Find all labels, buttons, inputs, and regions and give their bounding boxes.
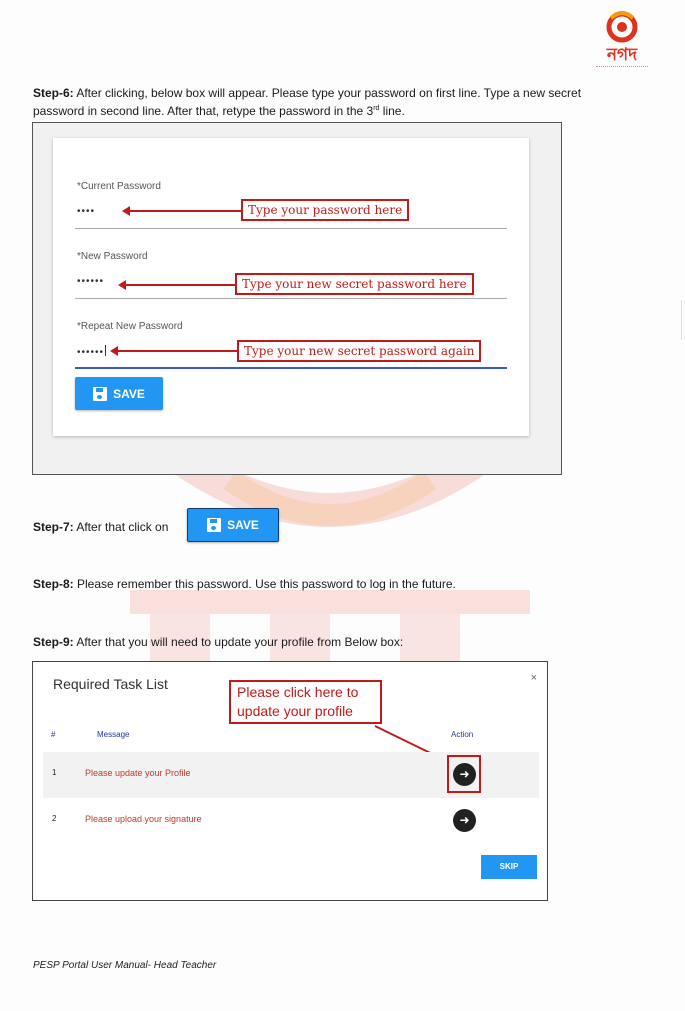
save-disk-icon xyxy=(207,518,221,532)
repeat-password-underline xyxy=(75,367,507,369)
action-highlight-box xyxy=(447,755,481,793)
arrow-left-icon xyxy=(117,350,237,352)
save-button[interactable] xyxy=(75,377,163,410)
arrow-right-icon[interactable]: ➜ xyxy=(453,809,476,832)
step-8-text: Step-8: Please remember this password. Use this password to log in the future. xyxy=(33,577,456,591)
current-password-input[interactable]: •••• xyxy=(77,206,96,217)
save-disk-icon xyxy=(93,387,107,401)
current-password-underline xyxy=(75,228,507,229)
nagad-emblem-icon xyxy=(596,10,648,46)
text-cursor xyxy=(105,345,106,356)
step-7-text: Step-7: After that click on xyxy=(33,520,169,534)
new-password-callout: Type your new secret password here xyxy=(235,273,474,295)
scroll-edge xyxy=(681,300,685,340)
inline-save-button[interactable] xyxy=(187,508,279,542)
password-form-screenshot xyxy=(32,122,562,475)
close-icon[interactable]: × xyxy=(530,672,537,684)
column-action: Action xyxy=(451,730,474,739)
arrow-right-icon[interactable]: ➜ xyxy=(453,763,476,786)
step-9-text: Step-9: After that you will need to update your profile from Below box: xyxy=(33,635,404,649)
arrow-left-icon xyxy=(129,210,241,212)
repeat-password-callout: Type your new secret password again xyxy=(237,340,481,362)
row-message: Please upload your signature xyxy=(85,814,202,824)
new-password-input[interactable]: •••••• xyxy=(77,276,105,287)
repeat-password-label: *Repeat New Password xyxy=(77,321,183,332)
update-profile-callout: Please click here to update your profile xyxy=(229,680,382,724)
inline-save-label: SAVE xyxy=(227,518,259,532)
row-message: Please update your Profile xyxy=(85,768,191,778)
task-list-title: Required Task List xyxy=(53,676,168,692)
row-number: 1 xyxy=(52,768,57,777)
repeat-password-input[interactable]: •••••• xyxy=(77,347,105,358)
step-6-text: Step-6: After clicking, below box will appear. Please type your password on first line. Type a new secret password in second line. After that, retype the password in the 3rd line. xyxy=(33,86,582,118)
table-row xyxy=(43,798,539,844)
password-form-card xyxy=(53,138,529,436)
nagad-logo xyxy=(596,10,648,72)
required-task-list-screenshot xyxy=(32,661,548,901)
skip-button[interactable]: SKIP xyxy=(481,855,537,879)
page-footer: PESP Portal User Manual- Head Teacher xyxy=(33,960,217,971)
row-number: 2 xyxy=(52,814,57,823)
new-password-label: *New Password xyxy=(77,251,148,262)
new-password-underline xyxy=(75,298,507,299)
save-button-label: SAVE xyxy=(113,386,145,401)
column-message: Message xyxy=(97,730,130,739)
current-password-label: *Current Password xyxy=(77,181,161,192)
logo-tagline xyxy=(596,66,648,69)
column-num: # xyxy=(51,730,56,739)
logo-wordmark: নগদ xyxy=(606,45,638,65)
arrow-left-icon xyxy=(125,284,235,286)
current-password-callout: Type your password here xyxy=(241,199,409,221)
